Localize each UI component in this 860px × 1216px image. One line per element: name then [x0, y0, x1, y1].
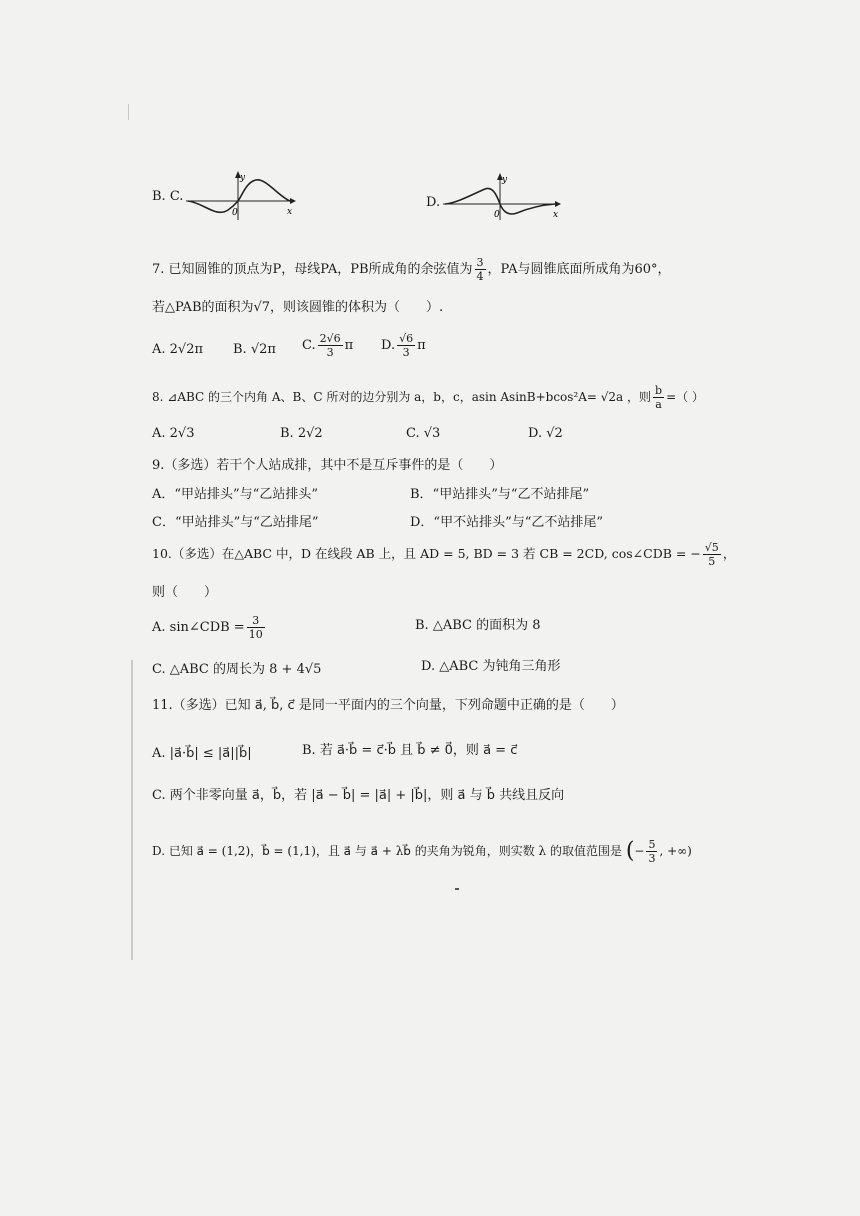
q10-option-b: B. △ABC 的面积为 8: [415, 618, 541, 633]
graph-d: [443, 172, 561, 222]
q7-option-b: B. √2π: [233, 342, 276, 357]
q10-fraction: $\frac{√5}{5}$: [704, 541, 719, 568]
q9-text: 9.（多选）若干个人站成排，其中不是互斥事件的是（ ）: [152, 458, 503, 473]
q9-option-b: B．“甲站排头”与“乙不站排尾”: [410, 487, 590, 502]
graph-d-y-label: y: [502, 175, 508, 185]
q7-line1: [152, 256, 671, 283]
scan-mark: [128, 104, 129, 120]
q7-text: 7. 已知圆锥的顶点为P，母线PA，PB所成角的余弦值为: [152, 262, 473, 277]
q7-line2: 若△PAB的面积为√7，则该圆锥的体积为（ ）.: [152, 300, 444, 315]
graph-bc-x-label: x: [287, 207, 293, 217]
q8-option-a: A. 2√3: [152, 426, 195, 441]
binding-edge-line: [131, 660, 133, 960]
q8-option-b: B. 2√2: [280, 426, 323, 441]
q8-fraction: $\frac{b}{a}$: [655, 384, 663, 411]
q7-option-a: A. 2√2π: [152, 342, 204, 357]
q9-option-c: C．“甲站排头”与“乙站排尾”: [152, 515, 319, 530]
q11-option-b: B. 若 a⃗·b⃗ = c⃗·b⃗ 且 b⃗ ≠ 0⃗，则 a⃗ = c⃗: [302, 743, 518, 758]
q7-fraction: $\frac{3}{4}$: [476, 256, 484, 283]
q11-option-a: A. |a⃗·b⃗| ≤ |a⃗||b⃗|: [152, 746, 252, 761]
q8-tail: =（ ）: [666, 390, 704, 404]
graph-bc: [186, 170, 296, 222]
q10-option-c: C. △ABC 的周长为 8 + 4√5: [152, 662, 322, 677]
q7-option-d: D. $\frac{√6}{3}$ π: [381, 332, 426, 359]
q7-text-tail: ，PA与圆锥底面所成角为60°，: [487, 262, 671, 277]
q7-option-c: C. $\frac{2√6}{3}$ π: [302, 332, 354, 359]
q10-line1: [152, 541, 735, 568]
q7-option-d-fraction: $\frac{√6}{3}$: [399, 332, 414, 359]
q10-option-d: D. △ABC 为钝角三角形: [421, 659, 561, 674]
graph-bc-y-label: y: [240, 173, 246, 183]
q10-line2: 则（ ）: [152, 585, 218, 600]
q8-option-d: D. √2: [528, 426, 563, 441]
q8-text: 8. ⊿ABC 的三个内角 A、B、C 所对的边分别为 a，b，c，asin AsinB+bcos²A= √2a ，则: [152, 390, 652, 404]
q11-text: 11.（多选）已知 a⃗, b⃗, c⃗ 是同一平面内的三个向量，下列命题中正确的是（ ）: [152, 698, 624, 713]
graph-d-x-label: x: [553, 210, 559, 220]
q10-option-a-fraction: $\frac{3}{10}$: [248, 614, 263, 641]
scan-speck: [455, 888, 459, 890]
q10-option-a: A. sin∠CDB = $\frac{3}{10}$: [152, 614, 263, 641]
q11-option-d: D. 已知 a⃗ = (1,2)，b⃗ = (1,1)，且 a⃗ 与 a⃗ + λb⃗ 的夹角为锐角，则实数 λ 的取值范围是 (− $\frac{5}{3}$ , +∞): [152, 838, 692, 865]
graph-d-origin: 0: [494, 210, 500, 220]
q11-option-c: C. 两个非零向量 a⃗，b⃗，若 |a⃗ − b⃗| = |a⃗| + |b⃗|，则 a⃗ 与 b⃗ 共线且反向: [152, 788, 565, 803]
q9-option-d: D．“甲不站排头”与“乙不站排尾”: [410, 515, 604, 530]
q9-option-a: A．“甲站排头”与“乙站排头”: [152, 487, 318, 502]
q10-tail: ，: [722, 546, 736, 561]
q11-option-d-fraction: $\frac{5}{3}$: [648, 838, 656, 865]
graph-bc-origin: 0: [232, 208, 238, 218]
q10-text: 10.（多选）在△ABC 中，D 在线段 AB 上，且 AD = 5, BD = 3 若 CB = 2CD, cos∠CDB = −: [152, 546, 701, 561]
q8-line: [152, 384, 704, 411]
q7-option-c-fraction: $\frac{2√6}{3}$: [319, 332, 341, 359]
graph-label-bc: B. C.: [152, 189, 184, 204]
graph-label-d: D.: [426, 195, 441, 210]
q8-option-c: C. √3: [406, 426, 441, 441]
